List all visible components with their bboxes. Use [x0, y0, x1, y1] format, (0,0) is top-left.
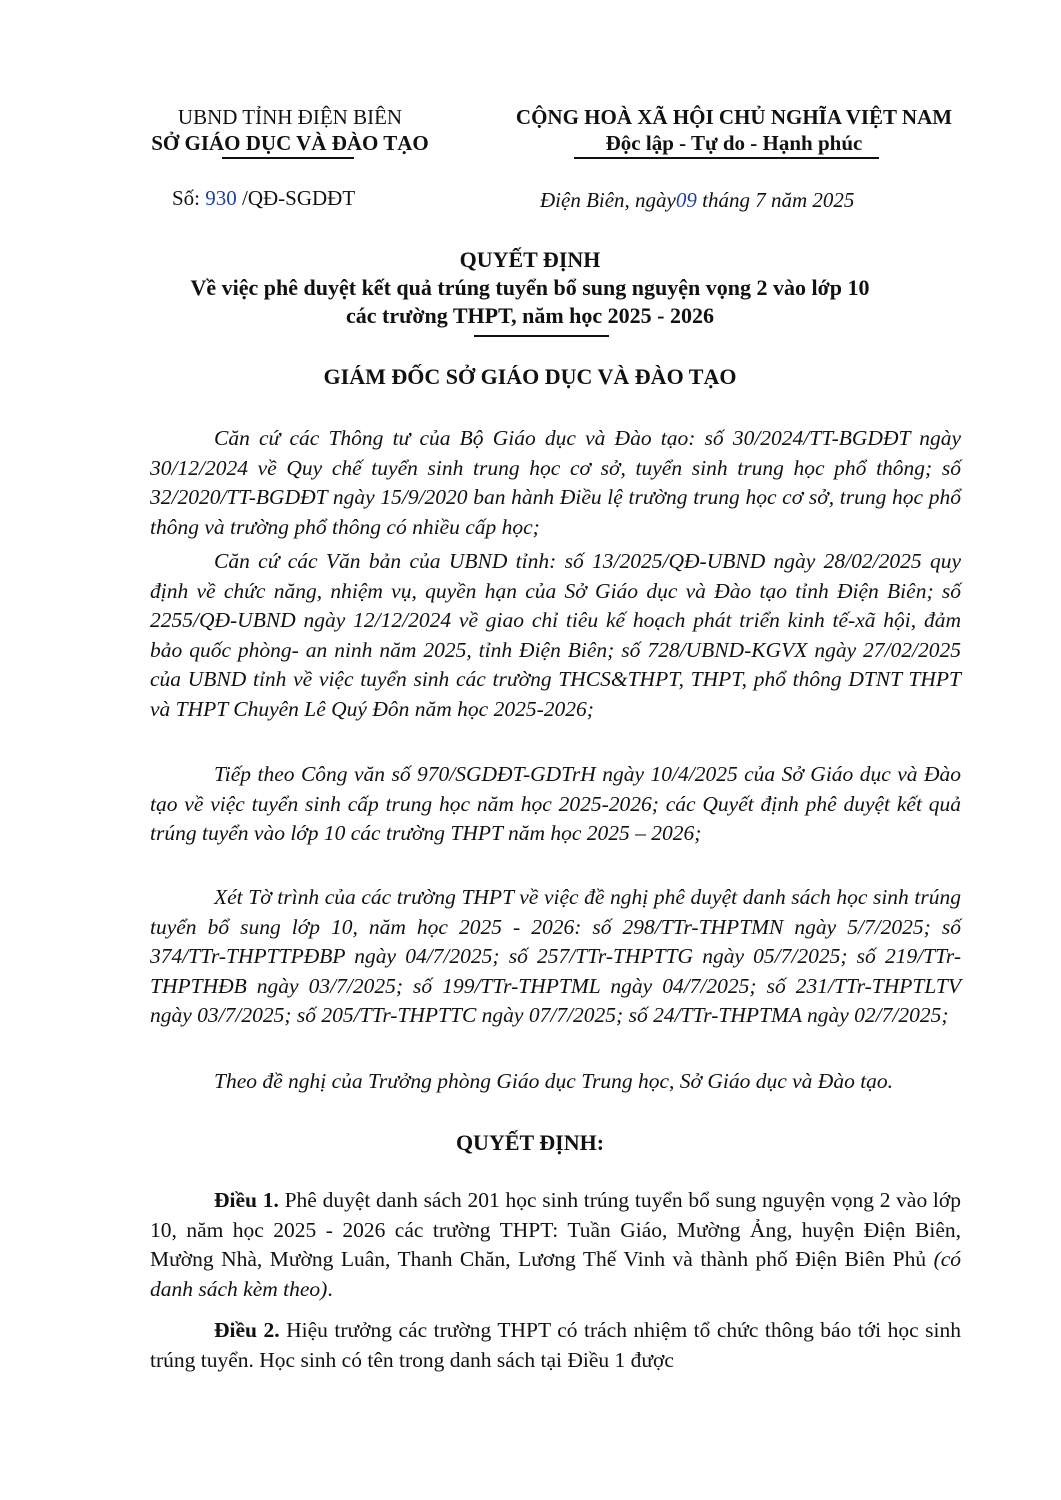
title-underline — [474, 335, 609, 337]
doc-no-suffix: /QĐ-SGDĐT — [242, 186, 356, 210]
national-title: CỘNG HOÀ XÃ HỘI CHỦ NGHĨA VIỆT NAM — [515, 105, 953, 129]
issuer-department: SỞ GIÁO DỤC VÀ ĐÀO TẠO — [151, 131, 429, 155]
article-2 — [150, 1316, 961, 1375]
issuer-block — [120, 104, 460, 156]
article-1-text: Phê duyệt danh sách 201 học sinh trúng tuyển bổ sung nguyện vọng 2 vào lớp 10, năm học 2025 - 2026 các trường THPT: Tuần Giáo, Mường Ảng, huyện Điện Biên, Mường Nhà, Mường Luân, Thanh Chăn, Lương Thế Vinh và thành phố Điện Biên Phủ — [150, 1188, 962, 1272]
issuer-underline — [222, 157, 354, 159]
page-title: QUYẾT ĐỊNH — [459, 247, 601, 272]
document-date — [540, 187, 854, 213]
title-block — [110, 246, 950, 330]
article-1 — [150, 1186, 961, 1304]
basis-paragraph-2: Căn cứ các Văn bản của UBND tỉnh: số 13/2025/QĐ-UBND ngày 28/02/2025 quy định về chức năng, nhiệm vụ, quyền hạn của Sở Giáo dục và Đào tạo tỉnh Điện Biên; số 2255/QĐ-UBND ngày 12/12/2024 về giao chỉ tiêu kế hoạch phát triển kinh tế-xã hội, đảm bảo quốc phòng- an ninh năm 2025, tỉnh Điện Biên; số 728/UBND-KGVX ngày 27/02/2025 của UBND tỉnh về việc tuyển sinh các trường THCS&THPT, THPT, phổ thông DTNT THPT và THPT Chuyên Lê Quý Đôn năm học 2025-2026; — [150, 549, 961, 721]
article-2-text: Hiệu trưởng các trường THPT có trách nhiệm tổ chức thông báo tới học sinh trúng tuyển. Học sinh có tên trong danh sách tại Điều 1 được — [150, 1318, 961, 1372]
article-1-label: Điều 1. — [214, 1188, 279, 1212]
basis-paragraph-3: Tiếp theo Công văn số 970/SGDĐT-GDTrH ngày 10/4/2025 của Sở Giáo dục và Đào tạo về việc tuyển sinh cấp trung học năm học 2025-2026; các Quyết định phê duyệt kết quả trúng tuyển vào lớp 10 các trường THPT năm học 2025 – 2026; — [150, 762, 961, 846]
national-motto: Độc lập - Tự do - Hạnh phúc — [605, 131, 863, 155]
motto-underline — [574, 157, 879, 159]
national-motto-block — [478, 104, 990, 156]
authority-heading: GIÁM ĐỐC SỞ GIÁO DỤC VÀ ĐÀO TẠO — [323, 364, 737, 389]
basis-paragraph-1: Căn cứ các Thông tư của Bộ Giáo dục và Đào tạo: số 30/2024/TT-BGDĐT ngày 30/12/2024 về Quy chế tuyển sinh trung học cơ sở, tuyển sinh trung học phổ thông; số 32/2020/TT-BGDĐT ngày 15/9/2020 ban hành Điều lệ trường trung học cơ sở, trung học phổ thông và trường phổ thông có nhiều cấp học; — [150, 426, 961, 539]
basis-paragraph-5: Theo đề nghị của Trưởng phòng Giáo dục Trung học, Sở Giáo dục và Đào tạo. — [214, 1069, 894, 1093]
title-subject-line2: các trường THPT, năm học 2025 - 2026 — [346, 303, 714, 328]
title-subject-line1: Về việc phê duyệt kết quả trúng tuyển bổ sung nguyện vọng 2 vào lớp 10 — [190, 275, 870, 300]
doc-no-prefix: Số: — [172, 186, 201, 210]
date-suffix: tháng 7 năm 2025 — [702, 188, 855, 212]
doc-no-value: 930 — [205, 186, 237, 210]
date-prefix: Điện Biên, ngày — [540, 188, 676, 212]
article-1-end: . — [327, 1276, 333, 1301]
decision-heading: QUYẾT ĐỊNH: — [455, 1130, 605, 1155]
issuer-province: UBND TỈNH ĐIỆN BIÊN — [177, 105, 403, 129]
article-2-label: Điều 2. — [214, 1318, 280, 1342]
document-number — [172, 185, 355, 211]
date-day: 09 — [675, 188, 697, 212]
basis-paragraph-4: Xét Tờ trình của các trường THPT về việc đề nghị phê duyệt danh sách học sinh trúng tuyển bổ sung lớp 10, năm học 2025 - 2026: số 298/TTr-THPTMN ngày 5/7/2025; số 374/TTr-THPTTPĐBP ngày 04/7/2025; số 257/TTr-THPTTG ngày 05/7/2025; số 219/TTr-THPTHĐB ngày 03/7/2025; số 199/TTr-THPTML ngày 04/7/2025; số 231/TTr-THPTLTV ngày 03/7/2025; số 205/TTr-THPTTC ngày 07/7/2025; số 24/TTr-THPTMA ngày 02/7/2025; — [150, 885, 961, 1028]
article-1-note: (có danh sách kèm theo) — [150, 1247, 962, 1301]
